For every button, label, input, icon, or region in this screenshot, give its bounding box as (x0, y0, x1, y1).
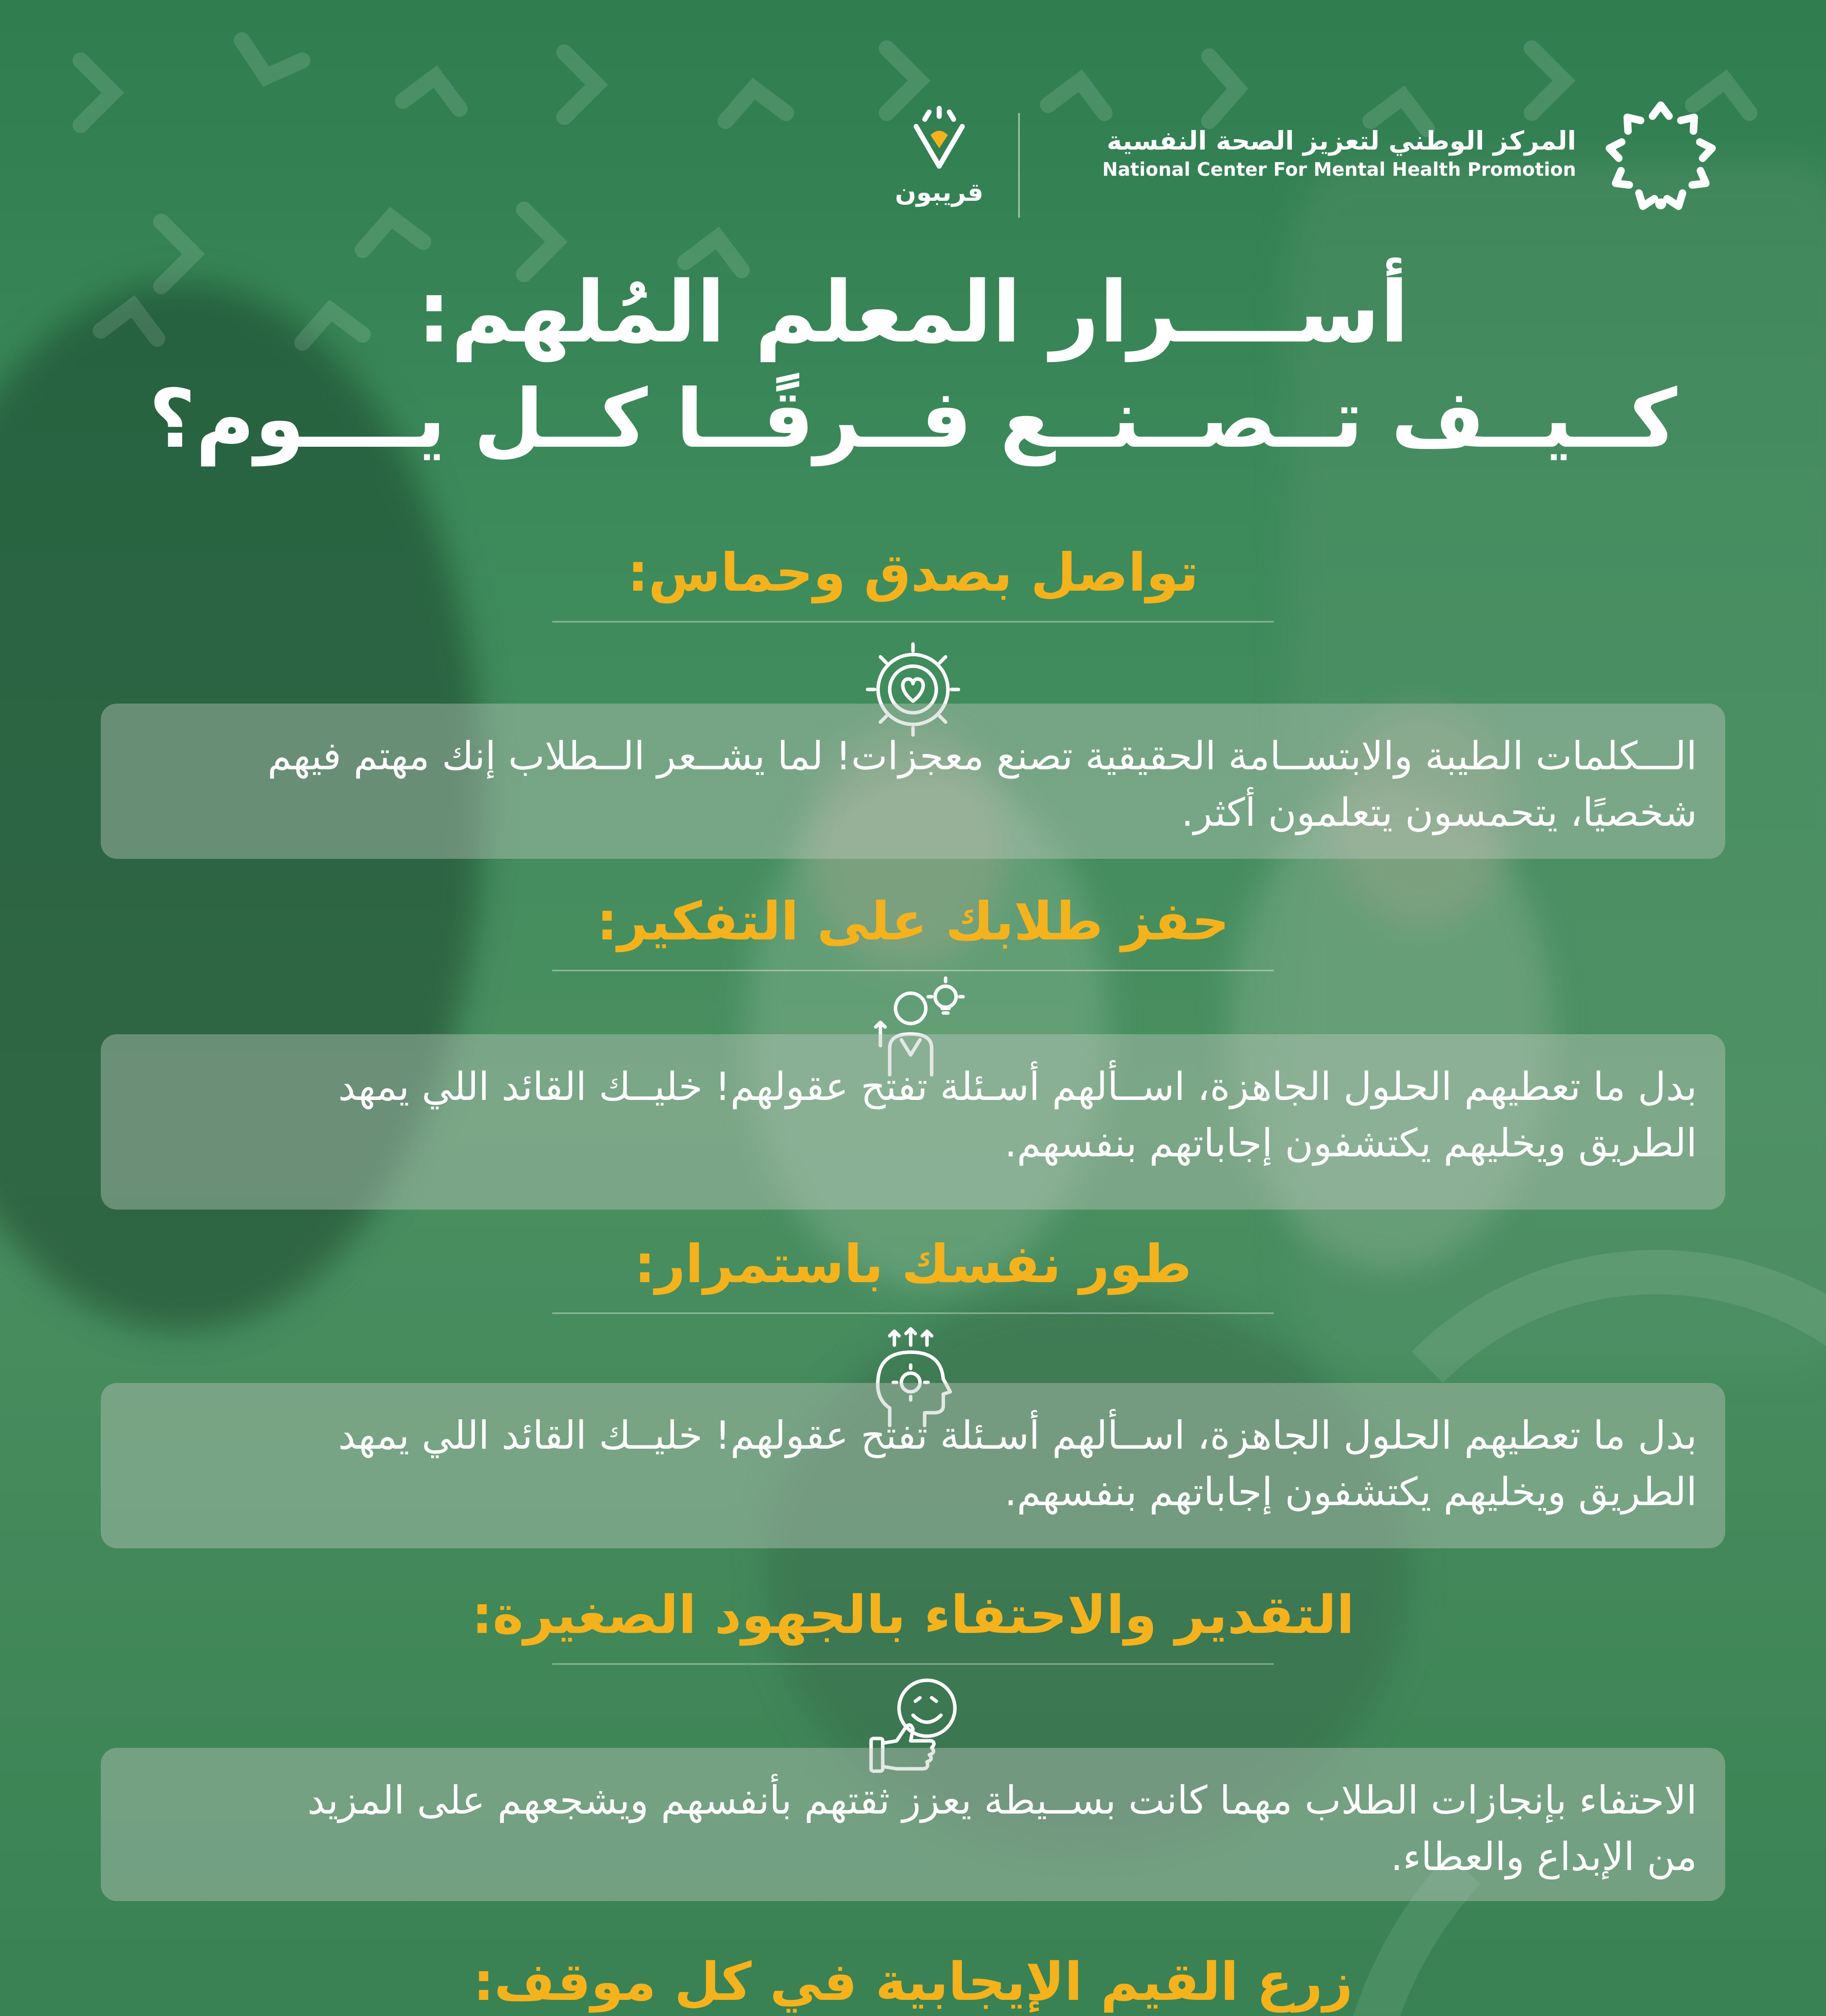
partner-logo (891, 105, 988, 207)
org-name-arabic: المركز الوطني لتعزيز الصحة النفسية (1106, 126, 1576, 156)
title-line-1: أســــرار المعلم المُلهم: (417, 263, 1409, 362)
qaribun-logo-icon (903, 105, 975, 173)
section-divider (552, 1312, 1274, 1314)
section-heading-2: حفز طلابك على التفكير: (597, 891, 1229, 952)
card-text-line: الطريق ويخليهم يكتشفون إجاباتهم بنفسهم. (1004, 1469, 1697, 1514)
org-name (1102, 125, 1576, 181)
card-text-line: من الإبداع والعطاء. (1390, 1834, 1697, 1879)
card-text-line: الـــكلمات الطيبة والابتســامة الحقيقية تصنع معجزات! لما يشــعر الــطلاب إنك مهتم فيهم (267, 733, 1697, 779)
poster-title (0, 258, 1826, 472)
card-text-line: الاحتفاء بإنجازات الطلاب مهما كانت بســيطة يعزز ثقتهم بأنفسهم ويشجعهم على المزيد (307, 1778, 1697, 1823)
card-text-line: شخصيًا، يتحمسون يتعلمون أكثر. (1181, 790, 1697, 835)
title-line-2: كــيــف تــصــنــع فــرقًــا كــل يــــوم؟ (149, 372, 1677, 466)
org-name-english: National Center For Mental Health Promotion (1102, 158, 1576, 180)
info-card-2 (101, 1034, 1725, 1210)
header (0, 77, 1778, 238)
section-divider (552, 970, 1274, 971)
header-divider (1018, 113, 1020, 218)
card-text-line: بدل ما تعطيهم الحلول الجاهزة، اســألهم أسـئلة تفتح عقولهم! خليــك القائد اللي يمهد (338, 1413, 1697, 1458)
section-divider (552, 1663, 1274, 1665)
section-divider (552, 621, 1274, 623)
section-heading-3: طور نفسك باستمرار: (634, 1233, 1192, 1295)
card-text-line: بدل ما تعطيهم الحلول الجاهزة، اســألهم أسـئلة تفتح عقولهم! خليــك القائد اللي يمهد (338, 1064, 1697, 1109)
section-heading-5: زرع القيم الإيجابية في كل موقف: (473, 1951, 1353, 2012)
info-card-4 (101, 1748, 1725, 1901)
ncmh-logo-icon (1592, 89, 1729, 226)
card-text-line: الطريق ويخليهم يكتشفون إجاباتهم بنفسهم. (1004, 1120, 1697, 1166)
section-heading-1: تواصل بصدق وحماس: (627, 542, 1199, 603)
partner-name: قريبون (895, 177, 984, 207)
info-card-1 (101, 704, 1725, 859)
info-card-3 (101, 1383, 1725, 1548)
section-heading-4: التقدير والاحتفاء بالجهود الصغيرة: (471, 1584, 1354, 1645)
